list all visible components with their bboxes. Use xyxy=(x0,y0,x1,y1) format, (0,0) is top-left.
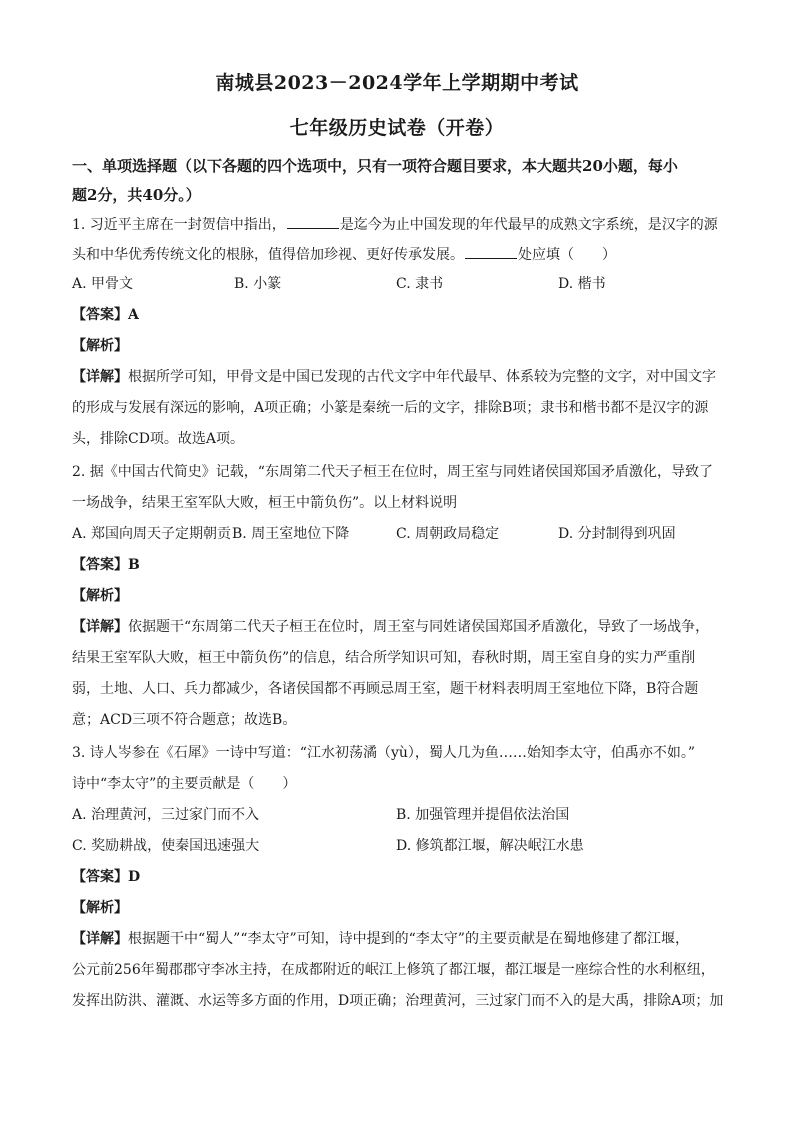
section-heading-cont: 题2分，共40分。） xyxy=(72,186,201,204)
q1-option-c: C. 隶书 xyxy=(396,276,444,292)
q1-text-a: 1. 习近平主席在一封贺信中指出， xyxy=(72,217,286,233)
q1-analysis-label: 【解析】 xyxy=(72,338,128,354)
q2-detail-line-2: 结果王室军队大败，桓王中箭负伤”的信息，结合所学知识可知，春秋时期，周王室自身的实力严重削 xyxy=(72,650,696,666)
detail-tag: 【详解】 xyxy=(72,369,128,385)
detail-tag: 【详解】 xyxy=(72,619,128,635)
q1-text-b: 是迄今为止中国发现的年代最早的成熟文字系统，是汉字的源 xyxy=(339,217,718,233)
q3-answer: 【答案】D xyxy=(72,869,141,885)
q3-detail-text: 根据题干中“蜀人”“李太守”可知，诗中提到的“李太守”的主要贡献是在蜀地修建了都江堰， xyxy=(128,931,689,947)
q3-option-d: D. 修筑都江堰，解决岷江水患 xyxy=(396,838,584,854)
q1-detail-line-1 xyxy=(72,367,732,387)
question-3-line-2: 诗中“李太守”的主要贡献是（ ） xyxy=(72,776,297,792)
q3-detail-line-1 xyxy=(72,929,732,949)
q1-detail-line-3: 头，排除CD项。故选A项。 xyxy=(72,431,245,447)
q1-option-d: D. 楷书 xyxy=(558,276,606,292)
q1-option-a: A. 甲骨文 xyxy=(72,276,134,292)
q2-option-a: A. 郑国向周天子定期朝贡 xyxy=(72,526,232,542)
q2-detail-text: 依据题干“东周第二代天子桓王在位时，周王室与同姓诸侯国郑国矛盾激化，导致了一场战争， xyxy=(128,619,710,635)
exam-subtitle: 七年级历史试卷（开卷） xyxy=(289,117,505,139)
q2-option-b: B. 周王室地位下降 xyxy=(232,526,350,542)
question-3-line-1: 3. 诗人岑参在《石犀》一诗中写道：“江水初荡潏（yù），蜀人几为鱼……始知李太守，伯禹亦不如。” xyxy=(72,745,696,761)
question-2-line-2: 一场战争，结果王室军队大败，桓王中箭负伤”。以上材料说明 xyxy=(72,495,458,511)
question-1-line-2 xyxy=(72,244,732,265)
q2-option-c: C. 周朝政局稳定 xyxy=(396,526,500,542)
q3-analysis-label: 【解析】 xyxy=(72,900,128,916)
q2-detail-line-3: 弱，土地、人口、兵力都减少，各诸侯国都不再顾忌周王室，题干材料表明周王室地位下降，B符合题 xyxy=(72,681,699,697)
q3-option-b: B. 加强管理并提倡依法治国 xyxy=(396,807,570,823)
question-1-line-1 xyxy=(72,214,732,235)
q1-text-d: 处应填（ ） xyxy=(518,247,616,263)
q2-option-d: D. 分封制得到巩固 xyxy=(558,526,676,542)
q3-detail-line-2: 公元前256年蜀郡郡守李冰主持，在成都附近的岷江上修筑了都江堰，都江堰是一座综合性的水利枢纽， xyxy=(72,962,715,978)
q2-detail-line-1 xyxy=(72,617,732,637)
detail-tag: 【详解】 xyxy=(72,931,128,947)
q1-option-b: B. 小篆 xyxy=(234,276,282,292)
exam-title: 南城县2023－2024学年上学期期中考试 xyxy=(215,72,579,94)
question-2-line-1: 2. 据《中国古代简史》记载，“东周第二代天子桓王在位时，周王室与同姓诸侯国郑国矛盾激化，导致了 xyxy=(72,464,713,480)
fill-blank xyxy=(465,244,517,259)
q3-option-c: C. 奖励耕战，使秦国迅速强大 xyxy=(72,838,260,854)
section-heading: 一、单项选择题（以下各题的四个选项中，只有一项符合题目要求，本大题共20小题，每小 xyxy=(72,157,678,175)
q1-text-c: 头和中华优秀传统文化的根脉，值得倍加珍视、更好传承发展。 xyxy=(72,247,464,263)
q3-detail-line-3: 发挥出防洪、灌溉、水运等多方面的作用，D项正确；治理黄河，三过家门而不入的是大禹，排除A项；加 xyxy=(72,993,724,1009)
q2-answer: 【答案】B xyxy=(72,557,140,573)
q1-detail-text: 根据所学可知，甲骨文是中国已发现的古代文字中年代最早、体系较为完整的文字，对中国文字 xyxy=(128,369,716,385)
q2-analysis-label: 【解析】 xyxy=(72,588,128,604)
q1-detail-line-2: 的形成与发展有深远的影响，A项正确；小篆是秦统一后的文字，排除B项；隶书和楷书都不是汉字的源 xyxy=(72,400,709,416)
q3-option-a: A. 治理黄河，三过家门而不入 xyxy=(72,807,260,823)
q2-detail-line-4: 意；ACD三项不符合题意；故选B。 xyxy=(72,712,297,728)
fill-blank xyxy=(287,214,339,229)
q1-answer: 【答案】A xyxy=(72,307,139,323)
